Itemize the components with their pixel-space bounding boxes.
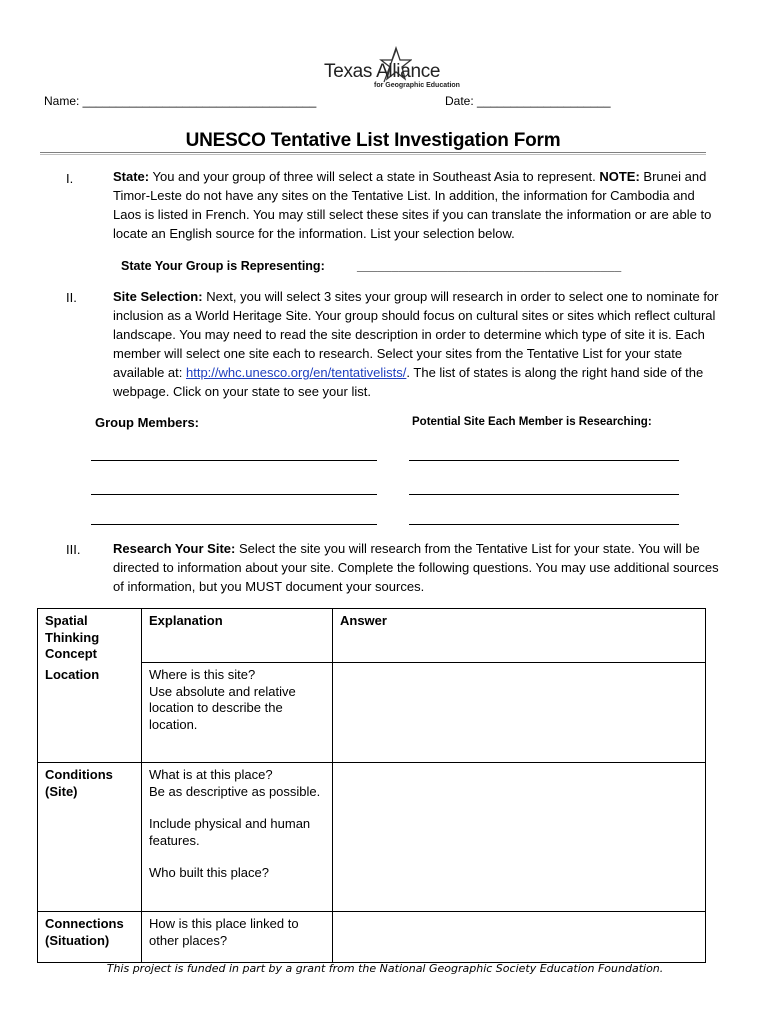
row-explanation-conditions: [142, 763, 333, 912]
texas-alliance-logo: [318, 46, 460, 90]
explanation-line: Use absolute and relative location to describe the location.: [149, 683, 296, 732]
member-line-1[interactable]: [91, 460, 377, 461]
section-2-text: [113, 287, 719, 401]
section-1-lead: State:: [113, 169, 150, 184]
header-answer: Answer: [333, 609, 706, 663]
state-label: State Your Group is Representing:: [121, 259, 325, 273]
site-line-2[interactable]: [409, 494, 679, 495]
state-input-line[interactable]: ______________________________________: [357, 259, 622, 273]
section-2-body-a: Next, you will select 3 sites your group will research in order to select one to nominate for inclusion as a World Heritage Site. Your group should focus on cultural sites or sites which reflect cultural landscape. You may need to read the site description in order to determine which type of site it is. Each member will select one site each to research. Select your sites from the Tentative List for your state available at:: [113, 289, 719, 380]
section-1-note: NOTE:: [599, 169, 640, 184]
row-explanation-location: [142, 663, 333, 763]
table-header-row: [38, 609, 706, 663]
section-3-text: [113, 539, 719, 596]
table-row: [38, 763, 706, 912]
table-row: [38, 663, 706, 763]
section-2-lead: Site Selection:: [113, 289, 203, 304]
answer-cell-location[interactable]: [333, 663, 706, 763]
title-divider: [40, 152, 706, 153]
answer-cell-connections[interactable]: [333, 912, 706, 963]
section-3-numeral: III.: [66, 542, 81, 557]
row-concept-location: Location: [38, 663, 142, 763]
logo-subtitle: for Geographic Education: [374, 82, 460, 89]
explanation-line: Be as descriptive as possible.: [149, 783, 321, 799]
group-members-label: Group Members:: [95, 415, 200, 430]
section-2-numeral: II.: [66, 290, 77, 305]
answer-cell-conditions[interactable]: [333, 763, 706, 912]
section-3-body: Select the site you will research from the Tentative List for your state. You will be directed to information about your site. Complete the following questions. You may use additional sources of information, but you MUST document your sources.: [113, 541, 719, 594]
member-line-3[interactable]: [91, 524, 377, 525]
spacer: [149, 849, 325, 865]
row-concept-connections: Connections (Situation): [38, 912, 142, 963]
section-1-body-b: Brunei and Timor-Leste do not have any sites on the Tentative List. In addition, the information for Cambodia and Laos is listed in French. You may still select these sites if you can translate the information or are able to locate an English source for the information. List your selection below.: [113, 169, 712, 241]
explanation-line: Who built this place?: [149, 865, 269, 880]
explanation-line: What is at this place?: [149, 767, 273, 782]
site-line-1[interactable]: [409, 460, 679, 461]
investigation-table: [37, 608, 706, 963]
funding-footer: This project is funded in part by a grant from the National Geographic Society Education Foundation.: [106, 962, 664, 975]
tentative-list-link[interactable]: http://whc.unesco.org/en/tentativelists/: [186, 365, 407, 380]
explanation-line: Where is this site?: [149, 667, 256, 682]
row-explanation-connections: [142, 912, 333, 963]
table-row: [38, 912, 706, 963]
spacer: [149, 800, 325, 816]
date-field[interactable]: Date: ____________________: [445, 94, 611, 108]
potential-site-label: Potential Site Each Member is Researching:: [412, 416, 652, 428]
page-title: UNESCO Tentative List Investigation Form: [185, 130, 561, 151]
explanation-line: How is this place linked to other places?: [149, 916, 299, 948]
explanation-line: Include physical and human features.: [149, 816, 311, 848]
site-line-3[interactable]: [409, 524, 679, 525]
header-concept: Spatial Thinking Concept: [38, 609, 142, 663]
section-2-body-b: . The list of states is along the right hand side of the webpage. Click on your state to see your list.: [113, 365, 704, 399]
member-line-2[interactable]: [91, 494, 377, 495]
row-concept-conditions: Conditions (Site): [38, 763, 142, 912]
logo-name: Texas Alliance: [324, 61, 441, 82]
name-field[interactable]: Name: ___________________________________: [44, 94, 317, 108]
section-1-numeral: I.: [66, 171, 74, 186]
title-divider-shadow: [40, 154, 706, 155]
section-3-lead: Research Your Site:: [113, 541, 236, 556]
section-1-text: [113, 167, 719, 243]
section-1-body-a: You and your group of three will select a state in Southeast Asia to represent.: [149, 169, 600, 184]
header-explanation: Explanation: [142, 609, 333, 663]
